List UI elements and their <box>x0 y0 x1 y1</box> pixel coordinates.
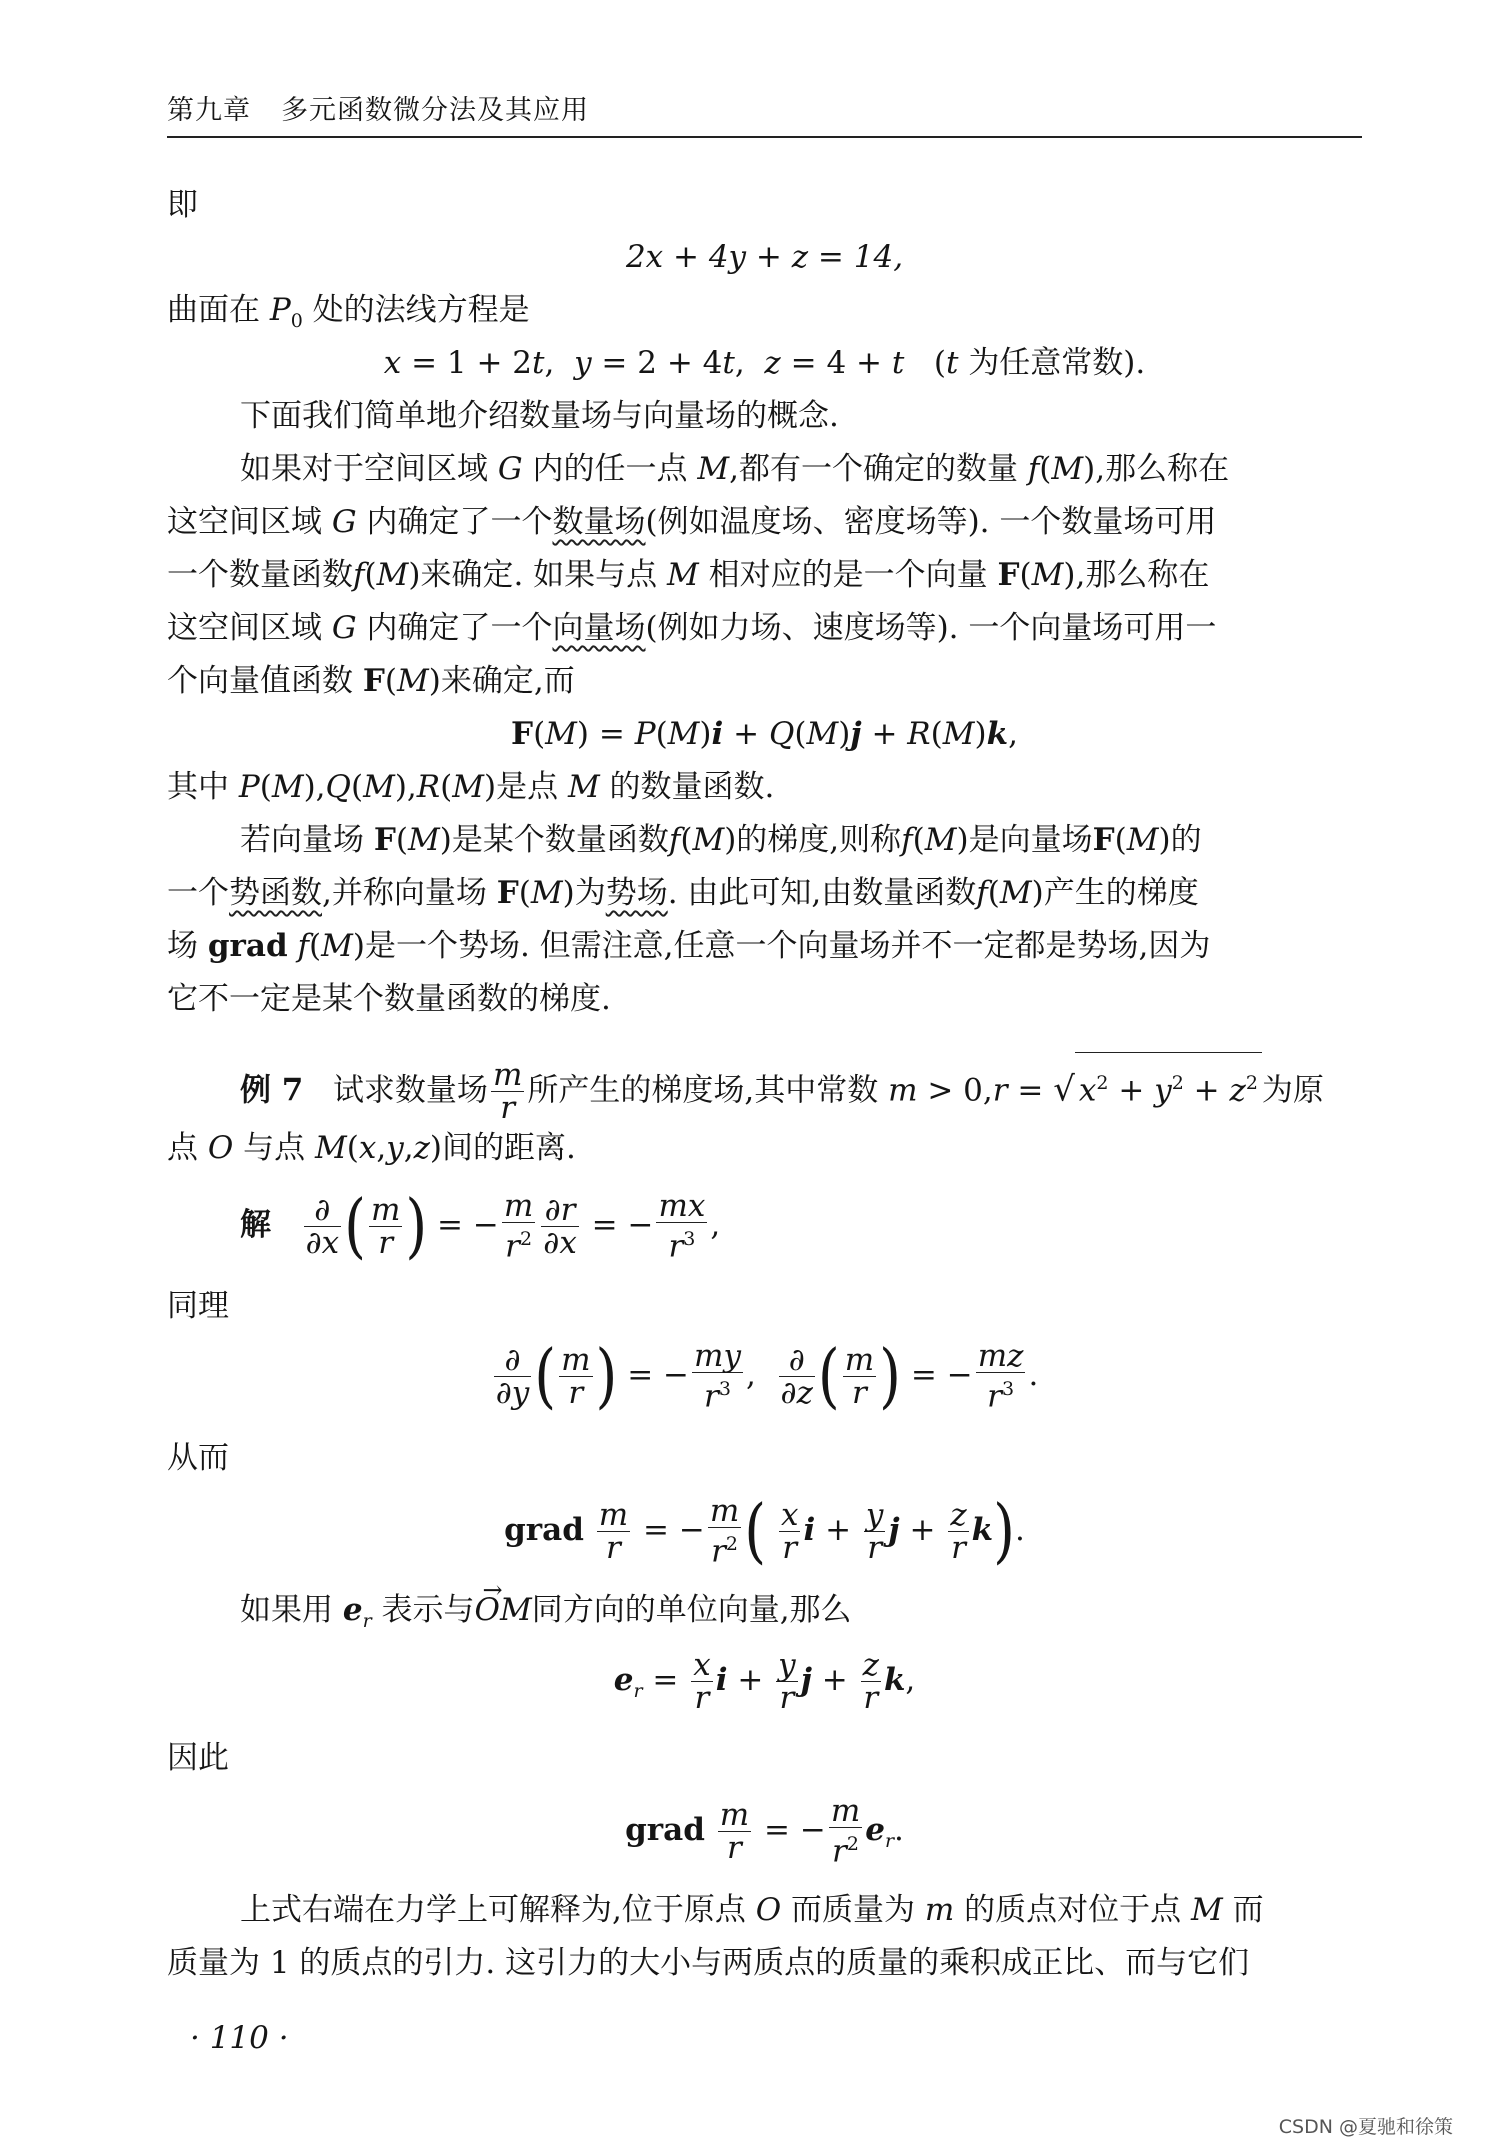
watermark: CSDN @夏驰和徐策 <box>1278 2116 1453 2138</box>
equation-normal-line: x = 1 + 2t, y = 2 + 4t, z = 4 + t (t 为任意常数). <box>383 345 1146 381</box>
term-potential-field: 势场 <box>605 875 668 911</box>
paragraph-line: 这空间区域 G 内确定了一个向量场(例如力场、速度场等). 一个向量场可用一 <box>167 610 1217 646</box>
page-number: · 110 · <box>190 2020 289 2056</box>
paragraph-line: 其中 P(M),Q(M),R(M)是点 M 的数量函数. <box>167 769 775 805</box>
equation-grad: grad $\frac{m}{r}$ = − $\frac{m}{r^2}$ ( $\frac{x}{r}$ i + $\frac{y}{r}$ j + $\frac{z}{r}$ k). <box>504 1490 1025 1572</box>
running-header <box>167 88 589 127</box>
equation-grad-result: grad $\frac{m}{r}$ = − $\frac{m}{r^2}$ $e_r$. <box>625 1793 904 1870</box>
paragraph-line: 下面我们简单地介绍数量场与向量场的概念. <box>240 398 839 434</box>
solution-equation: 解 $\frac{\partial}{\partial x}$ ( $\frac{m}{r}$ ) = − $\frac{m}{r^2}$ $\frac{\partial r}{\partial x}$ = − $\frac{mx}{r^3}$ , <box>240 1185 721 1267</box>
text-line: 因此 <box>167 1740 229 1776</box>
paragraph-line: 上式右端在力学上可解释为,位于原点 O 而质量为 m 的质点对位于点 M 而 <box>240 1892 1264 1928</box>
text-line: 即 <box>167 187 198 223</box>
paragraph-line: 如果对于空间区域 G 内的任一点 M,都有一个确定的数量 f(M),那么称在 <box>240 451 1230 487</box>
paragraph-line: 个向量值函数 F(M)来确定,而 <box>167 663 575 699</box>
equation-vector-field: F(M) = P(M)i + Q(M)j + R(M)k, <box>511 716 1018 752</box>
paragraph-line: 如果用 $e_r$ 表示与→ OM同方向的单位向量,那么 <box>240 1590 1362 1641</box>
paragraph-line: 场 grad f(M)是一个势场. 但需注意,任意一个向量场并不一定都是势场,因为 <box>167 928 1211 964</box>
paragraph-line: 若向量场 F(M)是某个数量函数f(M)的梯度,则称f(M)是向量场F(M)的 <box>240 822 1202 858</box>
paragraph-line: 它不一定是某个数量函数的梯度. <box>167 981 611 1017</box>
solution-label: 解 <box>240 1207 271 1243</box>
chapter-number: 第九章 <box>167 95 251 126</box>
paragraph-line: 一个数量函数f(M)来确定. 如果与点 M 相对应的是一个向量 F(M),那么称在 <box>167 557 1210 593</box>
chapter-title: 多元函数微分法及其应用 <box>281 95 589 126</box>
equation-unit-vector: $e_r$ = $\frac{x}{r}$ i + $\frac{y}{r}$ j + $\frac{z}{r}$ k, <box>613 1647 916 1716</box>
term-potential-function: 势函数 <box>229 875 322 911</box>
text-line: 同理 <box>167 1288 229 1324</box>
text-line: 曲面在 $P_0$ 处的法线方程是 <box>167 292 530 333</box>
paragraph-line: 一个势函数,并称向量场 F(M)为势场. 由此可知,由数量函数f(M)产生的梯度 <box>167 875 1199 911</box>
equation-partials-yz: $\frac{\partial}{\partial y}$ ( $\frac{m}{r}$ ) = − $\frac{my}{r^3}$ , $\frac{\partial}{\partial z}$ ( $\frac{m}{r}$ ) = − $\frac{mz}{r^3}$ . <box>495 1335 1039 1417</box>
header-rule <box>167 136 1362 138</box>
term-vector-field: 向量场 <box>552 610 646 646</box>
paragraph-line: 质量为 1 的质点的引力. 这引力的大小与两质点的质量的乘积成正比、而与它们 <box>167 1945 1250 1981</box>
example-7-line: 例 7 试求数量场 $\frac{m}{r}$ 所产生的梯度场,其中常数 m > 0,r = √ $x^2 + y^2 + z^2$ 为原 <box>240 1052 1362 1124</box>
equation-tangent-plane: 2x + 4y + z = 14, <box>625 239 904 275</box>
paragraph-line: 点 O 与点 M(x,y,z)间的距离. <box>167 1130 576 1166</box>
paragraph-line: 这空间区域 G 内确定了一个数量场(例如温度场、密度场等). 一个数量场可用 <box>167 504 1217 540</box>
text-line: 从而 <box>167 1440 229 1476</box>
term-scalar-field: 数量场 <box>552 504 646 540</box>
example-label: 例 7 <box>240 1072 304 1109</box>
